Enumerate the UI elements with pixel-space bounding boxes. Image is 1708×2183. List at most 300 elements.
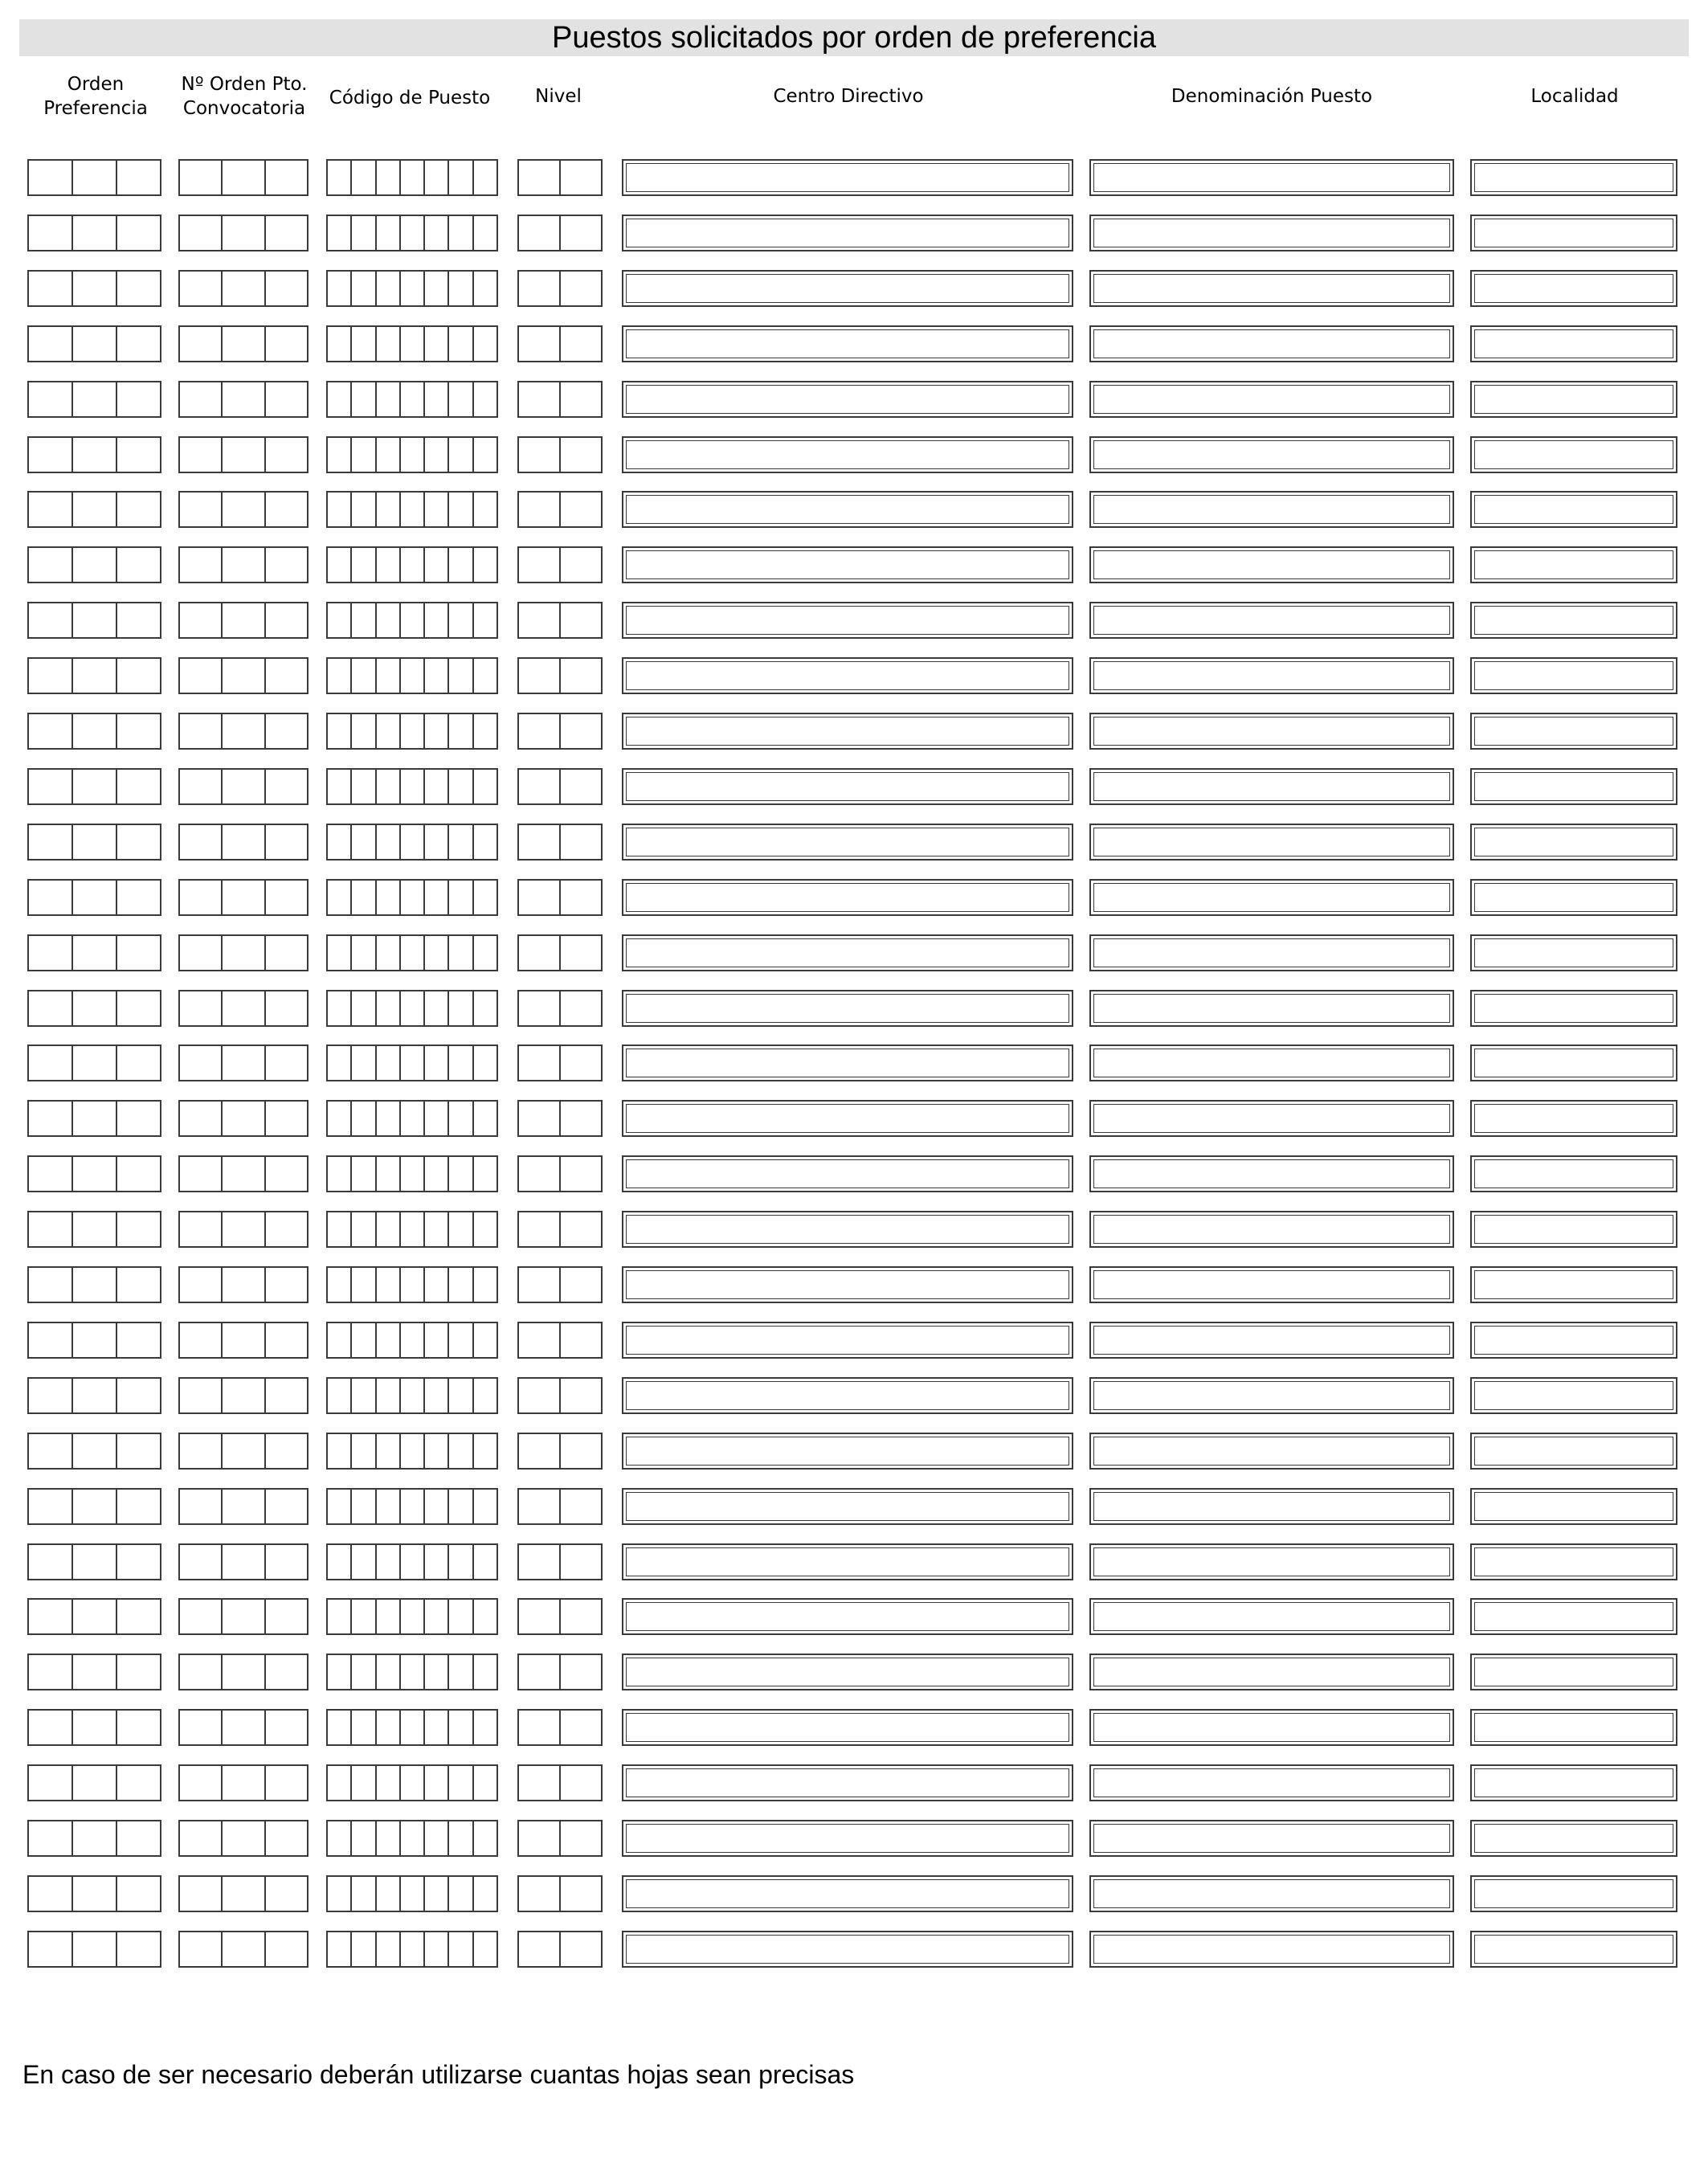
digit-cell[interactable]: [561, 1932, 601, 1966]
digit-cell[interactable]: [377, 936, 401, 970]
n-orden-convocatoria-boxes[interactable]: [178, 1488, 309, 1525]
digit-cell[interactable]: [425, 1490, 449, 1523]
n-orden-convocatoria-boxes[interactable]: [178, 879, 309, 916]
digit-cell[interactable]: [474, 1821, 496, 1855]
nivel-boxes[interactable]: [517, 1875, 603, 1912]
digit-cell[interactable]: [117, 603, 160, 637]
digit-cell[interactable]: [474, 881, 496, 914]
digit-cell[interactable]: [266, 1046, 307, 1080]
digit-cell[interactable]: [352, 881, 376, 914]
digit-cell[interactable]: [519, 603, 561, 637]
digit-cell[interactable]: [73, 1766, 117, 1800]
localidad-field[interactable]: [1470, 1598, 1677, 1635]
digit-cell[interactable]: [377, 1434, 401, 1468]
centro-directivo-field[interactable]: [622, 934, 1073, 971]
codigo-puesto-boxes[interactable]: [326, 1377, 498, 1414]
codigo-puesto-boxes[interactable]: [326, 1155, 498, 1192]
digit-cell[interactable]: [401, 1600, 425, 1633]
digit-cell[interactable]: [328, 1434, 352, 1468]
nivel-boxes[interactable]: [517, 768, 603, 805]
digit-cell[interactable]: [266, 1932, 307, 1966]
digit-cell[interactable]: [377, 1821, 401, 1855]
digit-cell[interactable]: [180, 936, 223, 970]
digit-cell[interactable]: [352, 1711, 376, 1744]
digit-cell[interactable]: [425, 493, 449, 526]
denominacion-puesto-field[interactable]: [1089, 1598, 1454, 1635]
digit-cell[interactable]: [328, 714, 352, 748]
orden-preferencia-boxes[interactable]: [27, 159, 161, 196]
digit-cell[interactable]: [29, 382, 73, 416]
digit-cell[interactable]: [328, 1655, 352, 1689]
digit-cell[interactable]: [328, 1711, 352, 1744]
digit-cell[interactable]: [519, 714, 561, 748]
digit-cell[interactable]: [29, 548, 73, 582]
codigo-puesto-boxes[interactable]: [326, 491, 498, 528]
digit-cell[interactable]: [117, 1268, 160, 1302]
digit-cell[interactable]: [425, 991, 449, 1025]
denominacion-puesto-field[interactable]: [1089, 436, 1454, 473]
nivel-boxes[interactable]: [517, 1820, 603, 1857]
digit-cell[interactable]: [266, 1157, 307, 1191]
digit-cell[interactable]: [29, 1766, 73, 1800]
n-orden-convocatoria-boxes[interactable]: [178, 215, 309, 251]
n-orden-convocatoria-boxes[interactable]: [178, 602, 309, 639]
digit-cell[interactable]: [561, 1157, 601, 1191]
n-orden-convocatoria-boxes[interactable]: [178, 325, 309, 362]
digit-cell[interactable]: [561, 1600, 601, 1633]
digit-cell[interactable]: [377, 161, 401, 194]
n-orden-convocatoria-boxes[interactable]: [178, 491, 309, 528]
digit-cell[interactable]: [425, 1545, 449, 1579]
digit-cell[interactable]: [266, 1877, 307, 1911]
digit-cell[interactable]: [377, 1379, 401, 1412]
centro-directivo-field[interactable]: [622, 1488, 1073, 1525]
digit-cell[interactable]: [401, 382, 425, 416]
centro-directivo-field[interactable]: [622, 1266, 1073, 1303]
centro-directivo-field[interactable]: [622, 990, 1073, 1027]
digit-cell[interactable]: [449, 161, 473, 194]
digit-cell[interactable]: [223, 1046, 265, 1080]
digit-cell[interactable]: [401, 825, 425, 859]
digit-cell[interactable]: [561, 881, 601, 914]
digit-cell[interactable]: [352, 1821, 376, 1855]
digit-cell[interactable]: [180, 1877, 223, 1911]
orden-preferencia-boxes[interactable]: [27, 1377, 161, 1414]
codigo-puesto-boxes[interactable]: [326, 879, 498, 916]
orden-preferencia-boxes[interactable]: [27, 215, 161, 251]
digit-cell[interactable]: [180, 1102, 223, 1135]
digit-cell[interactable]: [266, 1268, 307, 1302]
digit-cell[interactable]: [352, 161, 376, 194]
digit-cell[interactable]: [474, 1268, 496, 1302]
digit-cell[interactable]: [117, 1102, 160, 1135]
digit-cell[interactable]: [425, 936, 449, 970]
digit-cell[interactable]: [352, 1157, 376, 1191]
digit-cell[interactable]: [425, 1877, 449, 1911]
digit-cell[interactable]: [449, 603, 473, 637]
digit-cell[interactable]: [328, 272, 352, 305]
codigo-puesto-boxes[interactable]: [326, 159, 498, 196]
n-orden-convocatoria-boxes[interactable]: [178, 1931, 309, 1968]
n-orden-convocatoria-boxes[interactable]: [178, 1266, 309, 1303]
denominacion-puesto-field[interactable]: [1089, 159, 1454, 196]
denominacion-puesto-field[interactable]: [1089, 325, 1454, 362]
digit-cell[interactable]: [29, 438, 73, 472]
digit-cell[interactable]: [352, 1379, 376, 1412]
n-orden-convocatoria-boxes[interactable]: [178, 436, 309, 473]
digit-cell[interactable]: [29, 603, 73, 637]
n-orden-convocatoria-boxes[interactable]: [178, 1155, 309, 1192]
digit-cell[interactable]: [561, 1434, 601, 1468]
digit-cell[interactable]: [377, 1268, 401, 1302]
digit-cell[interactable]: [352, 1490, 376, 1523]
digit-cell[interactable]: [180, 991, 223, 1025]
localidad-field[interactable]: [1470, 1211, 1677, 1248]
digit-cell[interactable]: [519, 1046, 561, 1080]
localidad-field[interactable]: [1470, 1488, 1677, 1525]
digit-cell[interactable]: [180, 825, 223, 859]
nivel-boxes[interactable]: [517, 1709, 603, 1746]
denominacion-puesto-field[interactable]: [1089, 1654, 1454, 1690]
digit-cell[interactable]: [401, 1711, 425, 1744]
denominacion-puesto-field[interactable]: [1089, 1433, 1454, 1470]
centro-directivo-field[interactable]: [622, 1764, 1073, 1801]
digit-cell[interactable]: [73, 1102, 117, 1135]
digit-cell[interactable]: [29, 1212, 73, 1246]
digit-cell[interactable]: [449, 1655, 473, 1689]
n-orden-convocatoria-boxes[interactable]: [178, 546, 309, 583]
digit-cell[interactable]: [519, 1711, 561, 1744]
digit-cell[interactable]: [266, 714, 307, 748]
orden-preferencia-boxes[interactable]: [27, 1875, 161, 1912]
digit-cell[interactable]: [377, 770, 401, 803]
digit-cell[interactable]: [223, 1323, 265, 1357]
digit-cell[interactable]: [223, 272, 265, 305]
localidad-field[interactable]: [1470, 491, 1677, 528]
digit-cell[interactable]: [328, 1046, 352, 1080]
digit-cell[interactable]: [425, 603, 449, 637]
n-orden-convocatoria-boxes[interactable]: [178, 1377, 309, 1414]
digit-cell[interactable]: [561, 1046, 601, 1080]
localidad-field[interactable]: [1470, 1322, 1677, 1359]
nivel-boxes[interactable]: [517, 1322, 603, 1359]
digit-cell[interactable]: [519, 659, 561, 693]
digit-cell[interactable]: [29, 1046, 73, 1080]
digit-cell[interactable]: [561, 936, 601, 970]
denominacion-puesto-field[interactable]: [1089, 1709, 1454, 1746]
codigo-puesto-boxes[interactable]: [326, 1820, 498, 1857]
digit-cell[interactable]: [425, 1102, 449, 1135]
codigo-puesto-boxes[interactable]: [326, 990, 498, 1027]
digit-cell[interactable]: [401, 1766, 425, 1800]
digit-cell[interactable]: [377, 1600, 401, 1633]
digit-cell[interactable]: [73, 1268, 117, 1302]
digit-cell[interactable]: [519, 161, 561, 194]
digit-cell[interactable]: [474, 825, 496, 859]
digit-cell[interactable]: [352, 603, 376, 637]
digit-cell[interactable]: [29, 216, 73, 250]
codigo-puesto-boxes[interactable]: [326, 546, 498, 583]
localidad-field[interactable]: [1470, 1044, 1677, 1081]
digit-cell[interactable]: [73, 936, 117, 970]
digit-cell[interactable]: [328, 1877, 352, 1911]
digit-cell[interactable]: [223, 382, 265, 416]
digit-cell[interactable]: [352, 1545, 376, 1579]
digit-cell[interactable]: [449, 272, 473, 305]
digit-cell[interactable]: [73, 1434, 117, 1468]
localidad-field[interactable]: [1470, 602, 1677, 639]
digit-cell[interactable]: [561, 603, 601, 637]
digit-cell[interactable]: [328, 327, 352, 361]
digit-cell[interactable]: [519, 825, 561, 859]
denominacion-puesto-field[interactable]: [1089, 215, 1454, 251]
digit-cell[interactable]: [425, 1766, 449, 1800]
digit-cell[interactable]: [29, 1268, 73, 1302]
digit-cell[interactable]: [401, 936, 425, 970]
digit-cell[interactable]: [328, 1379, 352, 1412]
digit-cell[interactable]: [474, 493, 496, 526]
digit-cell[interactable]: [180, 1157, 223, 1191]
centro-directivo-field[interactable]: [622, 1931, 1073, 1968]
orden-preferencia-boxes[interactable]: [27, 1764, 161, 1801]
digit-cell[interactable]: [352, 1766, 376, 1800]
digit-cell[interactable]: [180, 1655, 223, 1689]
digit-cell[interactable]: [266, 1655, 307, 1689]
nivel-boxes[interactable]: [517, 1543, 603, 1580]
nivel-boxes[interactable]: [517, 1654, 603, 1690]
n-orden-convocatoria-boxes[interactable]: [178, 1211, 309, 1248]
nivel-boxes[interactable]: [517, 713, 603, 750]
digit-cell[interactable]: [449, 1932, 473, 1966]
digit-cell[interactable]: [73, 881, 117, 914]
digit-cell[interactable]: [474, 1600, 496, 1633]
digit-cell[interactable]: [223, 1490, 265, 1523]
digit-cell[interactable]: [328, 603, 352, 637]
orden-preferencia-boxes[interactable]: [27, 990, 161, 1027]
digit-cell[interactable]: [425, 1323, 449, 1357]
digit-cell[interactable]: [474, 1655, 496, 1689]
digit-cell[interactable]: [474, 770, 496, 803]
codigo-puesto-boxes[interactable]: [326, 824, 498, 861]
digit-cell[interactable]: [377, 1655, 401, 1689]
digit-cell[interactable]: [474, 327, 496, 361]
centro-directivo-field[interactable]: [622, 602, 1073, 639]
digit-cell[interactable]: [377, 1766, 401, 1800]
centro-directivo-field[interactable]: [622, 1211, 1073, 1248]
digit-cell[interactable]: [266, 1766, 307, 1800]
n-orden-convocatoria-boxes[interactable]: [178, 381, 309, 418]
nivel-boxes[interactable]: [517, 491, 603, 528]
digit-cell[interactable]: [425, 770, 449, 803]
digit-cell[interactable]: [401, 1877, 425, 1911]
digit-cell[interactable]: [29, 770, 73, 803]
digit-cell[interactable]: [352, 548, 376, 582]
digit-cell[interactable]: [401, 1434, 425, 1468]
digit-cell[interactable]: [449, 659, 473, 693]
nivel-boxes[interactable]: [517, 879, 603, 916]
nivel-boxes[interactable]: [517, 1044, 603, 1081]
digit-cell[interactable]: [401, 1268, 425, 1302]
denominacion-puesto-field[interactable]: [1089, 1543, 1454, 1580]
digit-cell[interactable]: [474, 1877, 496, 1911]
digit-cell[interactable]: [117, 1157, 160, 1191]
centro-directivo-field[interactable]: [622, 1322, 1073, 1359]
digit-cell[interactable]: [328, 1157, 352, 1191]
nivel-boxes[interactable]: [517, 602, 603, 639]
digit-cell[interactable]: [223, 936, 265, 970]
digit-cell[interactable]: [73, 770, 117, 803]
digit-cell[interactable]: [266, 991, 307, 1025]
digit-cell[interactable]: [73, 493, 117, 526]
localidad-field[interactable]: [1470, 1433, 1677, 1470]
localidad-field[interactable]: [1470, 1709, 1677, 1746]
digit-cell[interactable]: [117, 991, 160, 1025]
denominacion-puesto-field[interactable]: [1089, 1820, 1454, 1857]
denominacion-puesto-field[interactable]: [1089, 1377, 1454, 1414]
digit-cell[interactable]: [519, 1545, 561, 1579]
digit-cell[interactable]: [117, 1766, 160, 1800]
digit-cell[interactable]: [117, 382, 160, 416]
digit-cell[interactable]: [425, 659, 449, 693]
localidad-field[interactable]: [1470, 436, 1677, 473]
digit-cell[interactable]: [377, 272, 401, 305]
digit-cell[interactable]: [266, 936, 307, 970]
orden-preferencia-boxes[interactable]: [27, 1709, 161, 1746]
digit-cell[interactable]: [266, 1212, 307, 1246]
digit-cell[interactable]: [352, 1877, 376, 1911]
orden-preferencia-boxes[interactable]: [27, 602, 161, 639]
digit-cell[interactable]: [223, 327, 265, 361]
digit-cell[interactable]: [352, 1102, 376, 1135]
digit-cell[interactable]: [474, 272, 496, 305]
centro-directivo-field[interactable]: [622, 1155, 1073, 1192]
digit-cell[interactable]: [449, 493, 473, 526]
localidad-field[interactable]: [1470, 1100, 1677, 1137]
orden-preferencia-boxes[interactable]: [27, 768, 161, 805]
digit-cell[interactable]: [425, 382, 449, 416]
codigo-puesto-boxes[interactable]: [326, 381, 498, 418]
digit-cell[interactable]: [352, 1046, 376, 1080]
orden-preferencia-boxes[interactable]: [27, 436, 161, 473]
digit-cell[interactable]: [73, 603, 117, 637]
denominacion-puesto-field[interactable]: [1089, 602, 1454, 639]
digit-cell[interactable]: [117, 1877, 160, 1911]
digit-cell[interactable]: [266, 1323, 307, 1357]
nivel-boxes[interactable]: [517, 1931, 603, 1968]
digit-cell[interactable]: [223, 1157, 265, 1191]
centro-directivo-field[interactable]: [622, 657, 1073, 694]
digit-cell[interactable]: [180, 272, 223, 305]
denominacion-puesto-field[interactable]: [1089, 1211, 1454, 1248]
nivel-boxes[interactable]: [517, 1598, 603, 1635]
digit-cell[interactable]: [449, 991, 473, 1025]
digit-cell[interactable]: [425, 1157, 449, 1191]
denominacion-puesto-field[interactable]: [1089, 879, 1454, 916]
centro-directivo-field[interactable]: [622, 1044, 1073, 1081]
digit-cell[interactable]: [266, 1545, 307, 1579]
digit-cell[interactable]: [425, 1821, 449, 1855]
digit-cell[interactable]: [519, 881, 561, 914]
centro-directivo-field[interactable]: [622, 1377, 1073, 1414]
digit-cell[interactable]: [401, 1821, 425, 1855]
digit-cell[interactable]: [561, 991, 601, 1025]
localidad-field[interactable]: [1470, 879, 1677, 916]
digit-cell[interactable]: [117, 327, 160, 361]
digit-cell[interactable]: [73, 1711, 117, 1744]
localidad-field[interactable]: [1470, 1266, 1677, 1303]
centro-directivo-field[interactable]: [622, 1709, 1073, 1746]
digit-cell[interactable]: [266, 327, 307, 361]
digit-cell[interactable]: [223, 216, 265, 250]
digit-cell[interactable]: [352, 1212, 376, 1246]
denominacion-puesto-field[interactable]: [1089, 546, 1454, 583]
digit-cell[interactable]: [266, 161, 307, 194]
denominacion-puesto-field[interactable]: [1089, 1322, 1454, 1359]
digit-cell[interactable]: [449, 936, 473, 970]
digit-cell[interactable]: [519, 327, 561, 361]
digit-cell[interactable]: [328, 881, 352, 914]
digit-cell[interactable]: [328, 1600, 352, 1633]
digit-cell[interactable]: [29, 881, 73, 914]
digit-cell[interactable]: [180, 1545, 223, 1579]
digit-cell[interactable]: [328, 1268, 352, 1302]
digit-cell[interactable]: [519, 1766, 561, 1800]
localidad-field[interactable]: [1470, 1931, 1677, 1968]
digit-cell[interactable]: [117, 1212, 160, 1246]
orden-preferencia-boxes[interactable]: [27, 1654, 161, 1690]
codigo-puesto-boxes[interactable]: [326, 215, 498, 251]
digit-cell[interactable]: [474, 1766, 496, 1800]
digit-cell[interactable]: [449, 382, 473, 416]
codigo-puesto-boxes[interactable]: [326, 1598, 498, 1635]
nivel-boxes[interactable]: [517, 1488, 603, 1525]
digit-cell[interactable]: [377, 1046, 401, 1080]
digit-cell[interactable]: [117, 1323, 160, 1357]
digit-cell[interactable]: [377, 991, 401, 1025]
digit-cell[interactable]: [352, 770, 376, 803]
digit-cell[interactable]: [425, 881, 449, 914]
digit-cell[interactable]: [73, 272, 117, 305]
digit-cell[interactable]: [352, 216, 376, 250]
codigo-puesto-boxes[interactable]: [326, 1433, 498, 1470]
digit-cell[interactable]: [266, 825, 307, 859]
codigo-puesto-boxes[interactable]: [326, 1488, 498, 1525]
n-orden-convocatoria-boxes[interactable]: [178, 1875, 309, 1912]
orden-preferencia-boxes[interactable]: [27, 1100, 161, 1137]
digit-cell[interactable]: [449, 714, 473, 748]
digit-cell[interactable]: [29, 1490, 73, 1523]
digit-cell[interactable]: [180, 161, 223, 194]
digit-cell[interactable]: [449, 438, 473, 472]
digit-cell[interactable]: [73, 438, 117, 472]
digit-cell[interactable]: [328, 216, 352, 250]
digit-cell[interactable]: [29, 1323, 73, 1357]
digit-cell[interactable]: [29, 1821, 73, 1855]
orden-preferencia-boxes[interactable]: [27, 657, 161, 694]
digit-cell[interactable]: [519, 382, 561, 416]
digit-cell[interactable]: [266, 1379, 307, 1412]
digit-cell[interactable]: [449, 1766, 473, 1800]
digit-cell[interactable]: [223, 1600, 265, 1633]
digit-cell[interactable]: [180, 1711, 223, 1744]
digit-cell[interactable]: [180, 548, 223, 582]
digit-cell[interactable]: [519, 770, 561, 803]
digit-cell[interactable]: [73, 327, 117, 361]
digit-cell[interactable]: [73, 1379, 117, 1412]
digit-cell[interactable]: [352, 1323, 376, 1357]
digit-cell[interactable]: [328, 493, 352, 526]
nivel-boxes[interactable]: [517, 1211, 603, 1248]
